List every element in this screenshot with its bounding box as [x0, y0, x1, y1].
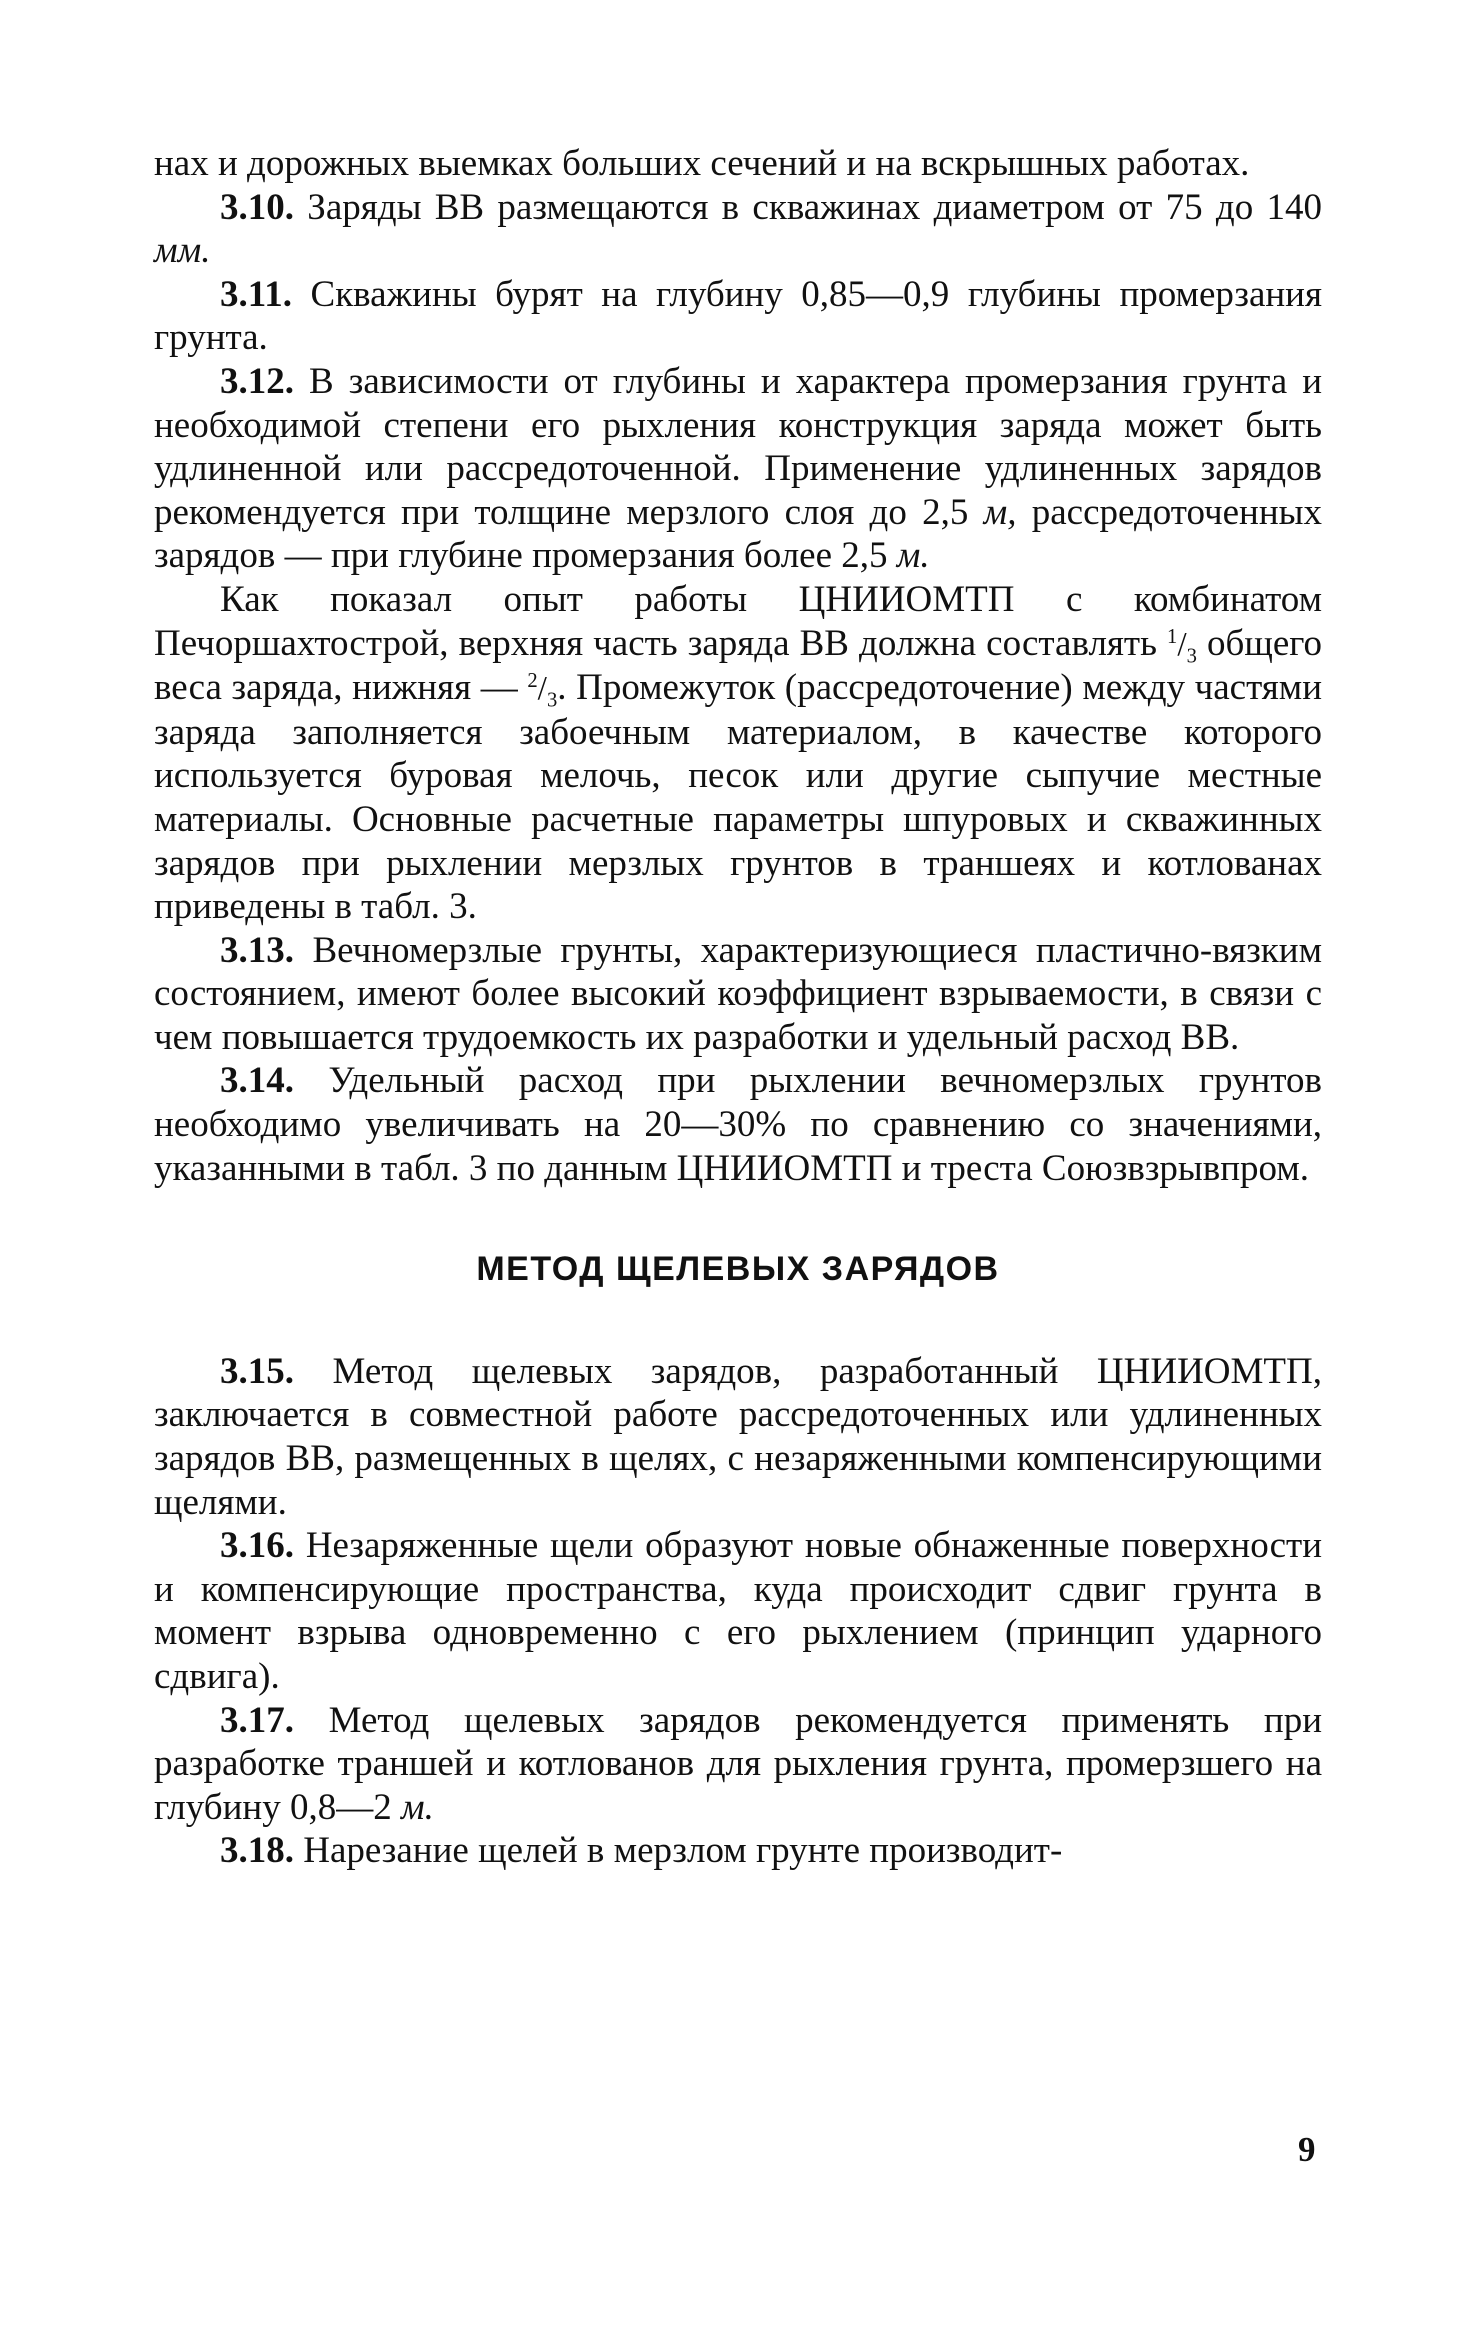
paragraph-tsniiomtp-experience	[154, 578, 1322, 929]
paragraph-text-end: . Промежуток (рассредоточение) между частями заряда заполняется забоечным материалом, в качестве которого используется буровая мелочь, песок или другие сыпучие местные материалы. Основные расчетные параметры шпуровых и скважинных зарядов при рыхлении мерзлых грунтов в траншеях и котлованах приведены в табл. 3.	[154, 667, 1323, 928]
paragraph-text-continued: общего веса заряда, нижняя —	[154, 622, 1322, 709]
paragraph-text: Удельный расход при рыхлении вечномерзлых грунтов необходимо увеличивать на 20—30% по сравнению со значениями, указанными в табл. 3 по данным ЦНИИОМТП и треста Союзвзрывпром.	[154, 1060, 1322, 1189]
paragraph-3-12	[154, 360, 1322, 578]
paragraph-text: Как показал опыт работы ЦНИИОМТП с комбинатом Печоршахтострой, верхняя часть заряда ВВ должна составлять	[154, 578, 1322, 664]
paragraph-text-continued: рассредоточенных зарядов — при глубине промерзания более 2,5	[154, 491, 1323, 577]
fraction-numerator: 2	[527, 670, 538, 693]
paragraph-3-14	[154, 1059, 1322, 1190]
section-heading: МЕТОД ЩЕЛЕВЫХ ЗАРЯДОВ	[476, 1250, 1000, 1289]
paragraph-3-16	[154, 1524, 1322, 1698]
fraction-two-thirds: $^2/_3$	[527, 670, 558, 712]
paragraph-text: Нарезание щелей в мерзлом грунте производит-	[303, 1830, 1063, 1872]
fraction-numerator: 1	[1167, 625, 1178, 648]
paragraph-3-10	[154, 186, 1322, 273]
fraction-denominator: 3	[546, 689, 558, 712]
paragraph-3-15	[154, 1350, 1322, 1524]
paragraph-text: Метод щелевых зарядов рекомендуется применять при разработке траншей и котлованов для рыхления грунта, промерзшего на глубину 0,8—2	[154, 1699, 1322, 1828]
paragraph-3-17	[154, 1699, 1322, 1830]
paragraph-text: Незаряженные щели образуют новые обнаженные поверхности и компенсирующие пространства, куда происходит сдвиг грунта в момент взрыва одновременно с его рыхлением (принцип ударного сдвига).	[154, 1525, 1323, 1697]
fraction-denominator: 3	[1186, 645, 1197, 668]
page-number: 9	[1298, 2130, 1316, 2169]
intro-text: нах и дорожных выемках больших сечений и на вскрышных работах.	[154, 143, 1250, 184]
paragraph-3-18	[154, 1829, 1322, 1873]
section-number: 3.15.	[220, 1350, 294, 1392]
section-number: 3.17.	[220, 1699, 294, 1741]
unit-text: м.	[400, 1786, 434, 1828]
paragraph-text: Вечномерзлые грунты, характеризующиеся пластично-вязким состоянием, имеют более высокий коэффициент взрываемости, в связи с чем повышается трудоемкость их разработки и удельный расход ВВ.	[154, 929, 1323, 1058]
section-number: 3.12.	[220, 360, 294, 402]
paragraph-text: Заряды ВВ размещаются в скважинах диаметром от 75 до 140	[307, 186, 1322, 228]
section-number: 3.10.	[220, 186, 294, 228]
paragraph-text: Скважины бурят на глубину 0,85—0,9 глубины промерзания грунта.	[154, 273, 1322, 359]
paragraph-text: В зависимости от глубины и характера промерзания грунта и необходимой степени его рыхления конструкция заряда может быть удлиненной или рассредоточенной. Применение удлиненных зарядов рекомендуется при толщине мерзлого слоя до 2,5	[154, 360, 1322, 533]
unit-text: м.	[896, 535, 930, 577]
section-number: 3.11.	[220, 273, 292, 315]
section-number: 3.18.	[220, 1830, 294, 1872]
unit-text: мм.	[154, 230, 211, 272]
paragraph-3-11	[154, 273, 1322, 360]
page-body	[154, 142, 1322, 1873]
paragraph-text: Метод щелевых зарядов, разработанный ЦНИИОМТП, заключается в совместной работе рассредоточенных или удлиненных зарядов ВВ, размещенных в щелях, с незаряженными компенсирующими щелями.	[154, 1350, 1322, 1523]
paragraph-3-13	[154, 929, 1322, 1060]
section-number: 3.14.	[220, 1060, 294, 1102]
paragraph-intro	[154, 142, 1322, 186]
unit-text: м,	[983, 491, 1017, 533]
section-number: 3.16.	[220, 1525, 294, 1567]
section-number: 3.13.	[220, 929, 294, 971]
fraction-one-third: $^1/_3$	[1167, 625, 1197, 668]
